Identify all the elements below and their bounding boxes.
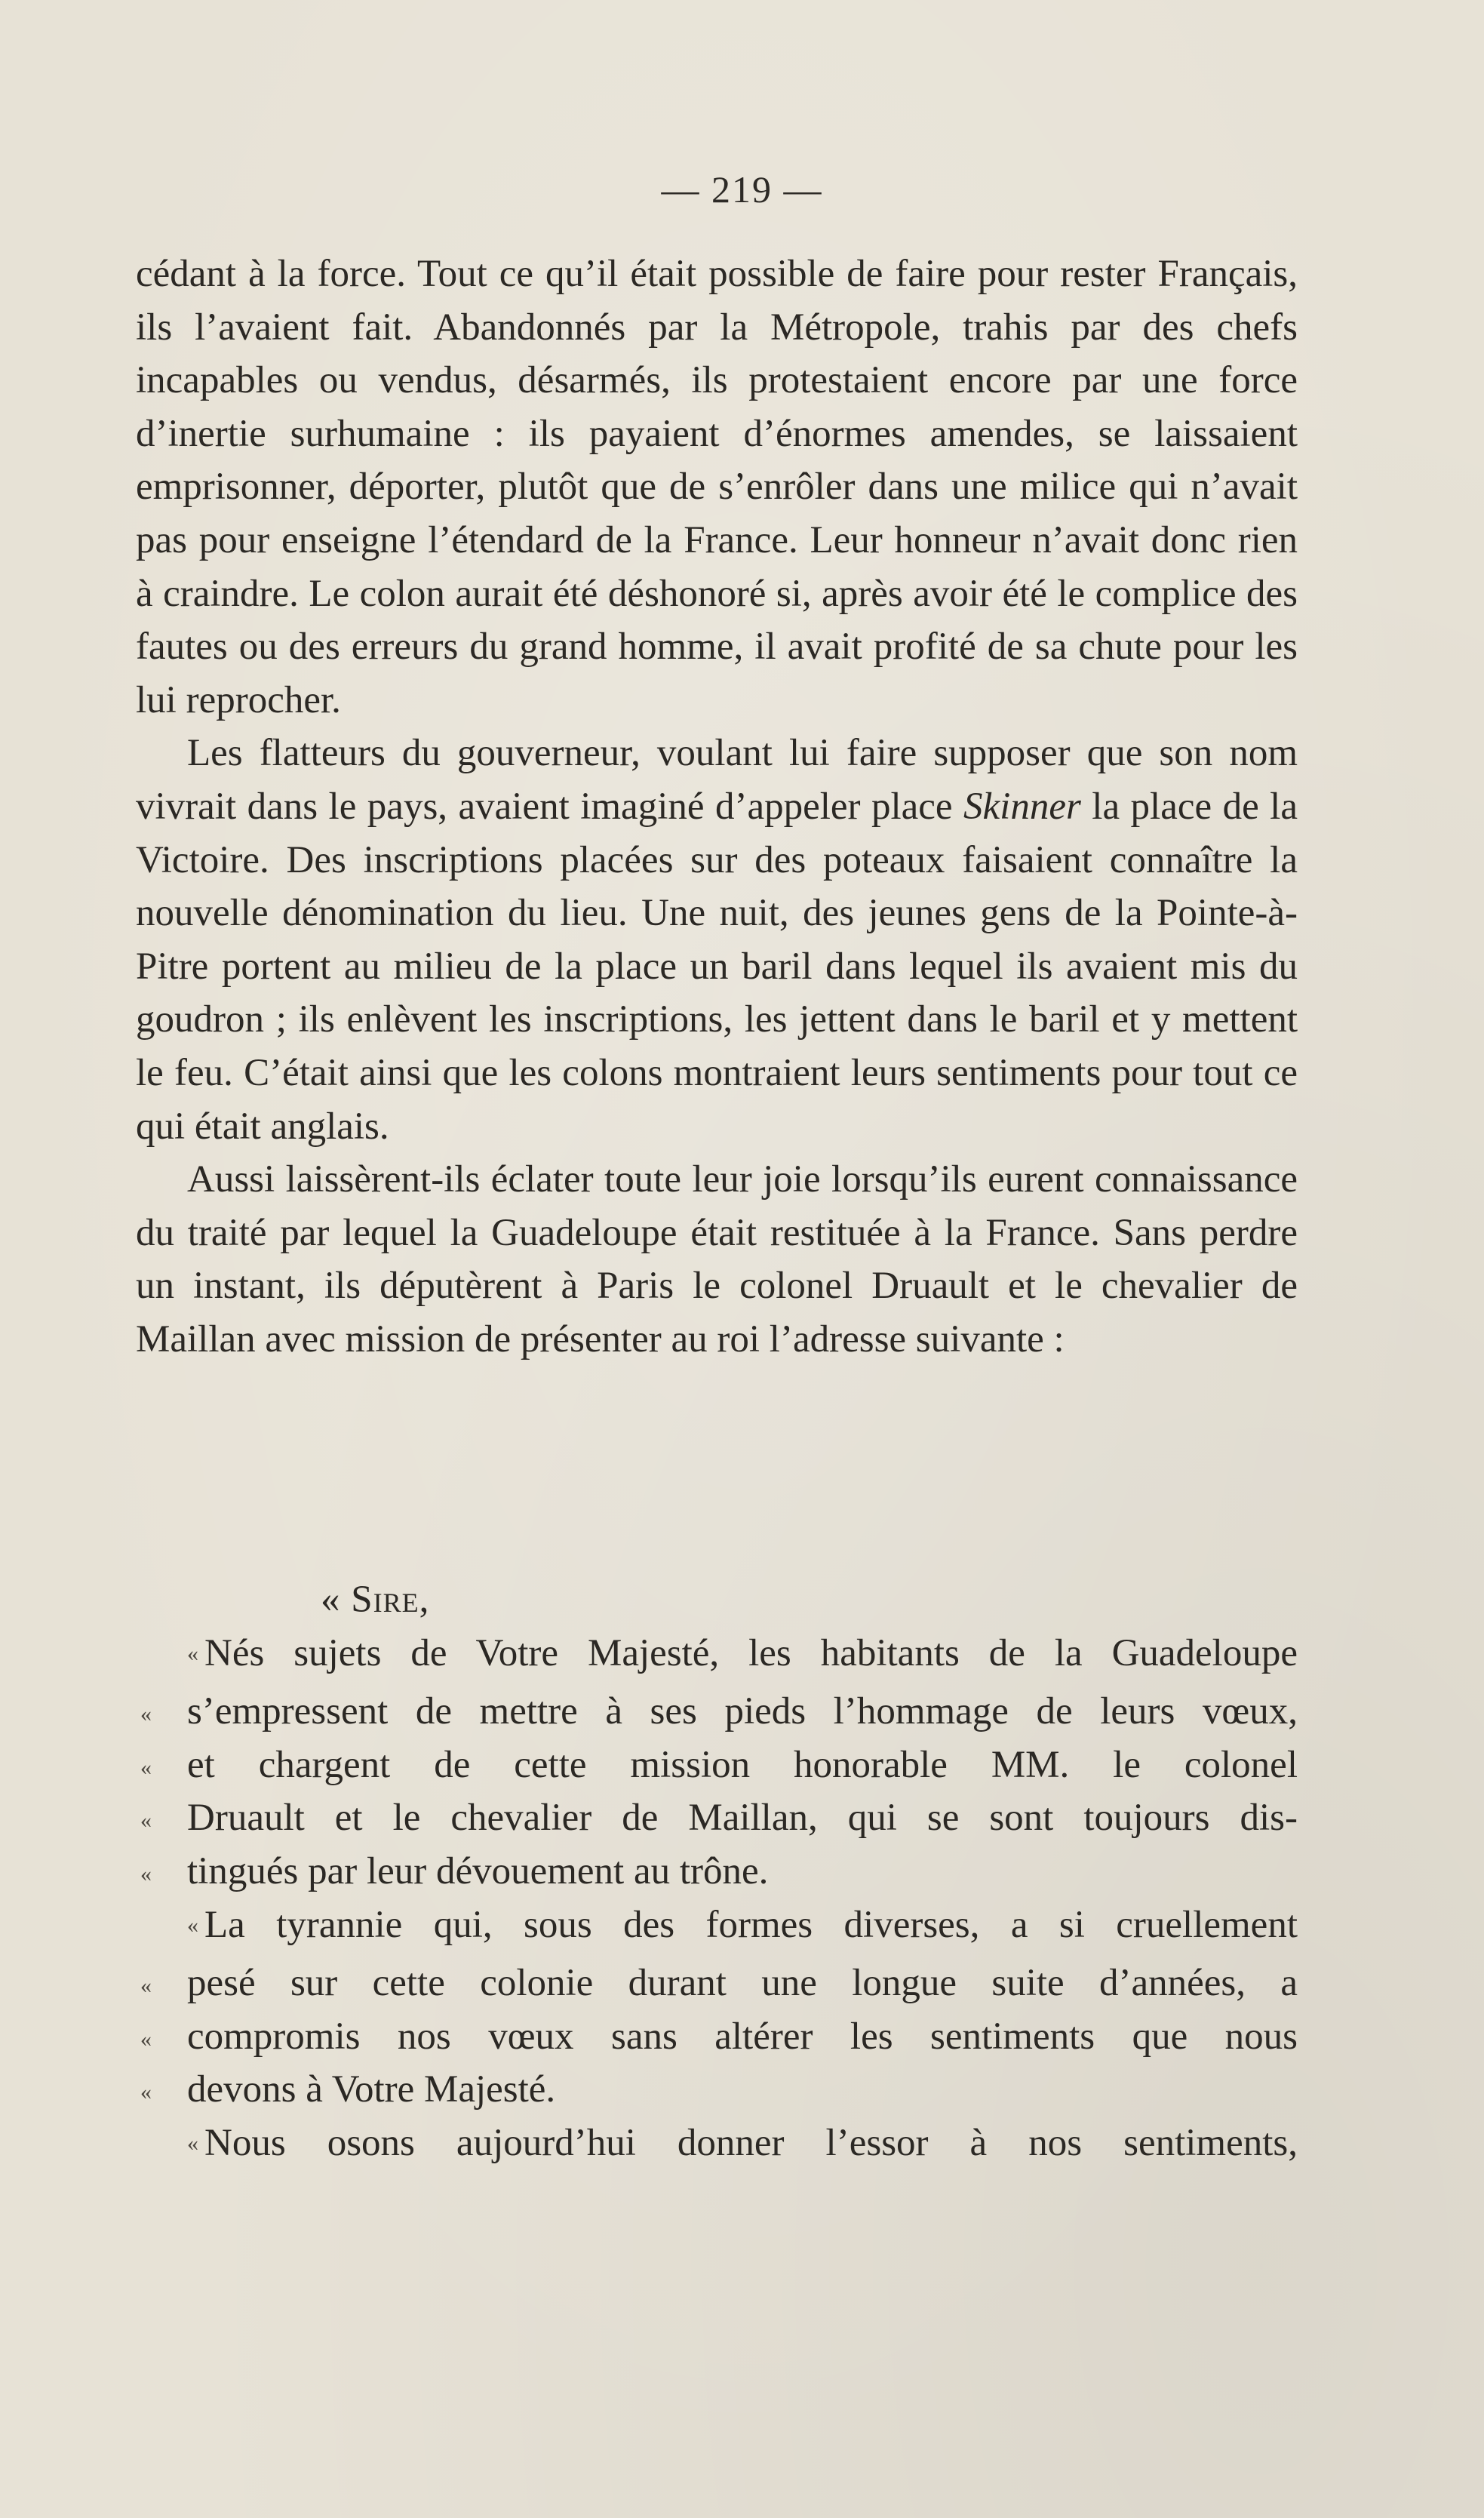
- letter-salutation: [321, 1573, 1298, 1627]
- letter-line: [136, 1845, 1298, 1898]
- letter-line-text: et chargent de cette mission honorable MM. le colonel: [187, 1743, 1298, 1786]
- letter-paragraph-3: [136, 2117, 1298, 2175]
- letter-line-text: La tyrannie qui, sous des formes diverses, a si cruellement: [204, 1903, 1298, 1946]
- letter-line-text: Nés sujets de Votre Majesté, les habitants de la Guadeloupe: [204, 1631, 1298, 1674]
- quote-mark: «: [140, 1754, 152, 1780]
- paragraph-3: Aussi laissèrent-ils éclater toute leur joie lorsqu’ils eurent connaissance du traité par lequel la Guadeloupe était restituée à la France. Sans perdre un instant, ils députèrent à Paris le colonel Druault et le chevalier de Maillan avec mission de présenter au roi l’adresse suivante :: [136, 1158, 1298, 1360]
- letter-paragraph-2: [136, 1898, 1298, 2117]
- quote-mark: «: [187, 1640, 198, 1666]
- letter-line: [136, 1627, 1298, 1686]
- quote-mark: «: [187, 1912, 198, 1938]
- letter-line: [136, 2063, 1298, 2117]
- letter-line: [136, 2117, 1298, 2175]
- opening-quote-mark: «: [321, 1579, 341, 1621]
- quoted-address: [136, 1573, 1298, 2175]
- letter-line-text: compromis nos vœux sans altérer les sentiments que nous: [187, 2015, 1298, 2058]
- salutation-text: Sire,: [351, 1579, 430, 1621]
- italic-place-name: Skinner: [963, 785, 1081, 828]
- letter-line-text: pesé sur cette colonie durant une longue suite d’années, a: [187, 1962, 1298, 2005]
- quote-mark: «: [140, 1702, 152, 1727]
- page-number: — 219 —: [661, 168, 823, 211]
- letter-line: [136, 1957, 1298, 2010]
- paragraph-2-text-before: Les flatteurs du gouverneur, voulant lui faire supposer que son nom vivrait dans le pays, avaient imaginé d’appeler place: [136, 732, 1298, 828]
- body-text: [136, 247, 1298, 1366]
- quote-mark: «: [140, 2080, 152, 2105]
- letter-line-text: devons à Votre Majesté.: [187, 2068, 556, 2111]
- paragraph-2-text-after: la place de la Victoire. Des inscriptions placées sur des poteaux faisaient connaître la nouvelle dénomination du lieu. Une nuit, des jeunes gens de la Pointe-à-Pitre portent au milieu de la place un baril dans lequel ils avaient mis du goudron ; ils enlèvent les inscriptions, les jettent dans le baril et y mettent le feu. C’était ainsi que les colons montraient leurs sentiments pour tout ce qui était anglais.: [136, 785, 1298, 1148]
- paragraph-2: [136, 727, 1298, 1153]
- letter-line: [136, 1791, 1298, 1845]
- quote-mark: «: [140, 2026, 152, 2052]
- letter-line-text: Nous osons aujourd’hui donner l’essor à nos sentiments,: [204, 2121, 1298, 2164]
- quote-mark: «: [140, 1808, 152, 1834]
- letter-line-text: tingués par leur dévouement au trône.: [187, 1849, 769, 1892]
- letter-line-text: Druault et le chevalier de Maillan, qui se sont toujours dis-: [187, 1797, 1298, 1840]
- quote-mark: «: [187, 2130, 198, 2156]
- quote-mark: «: [140, 1861, 152, 1886]
- letter-line: [136, 1739, 1298, 1792]
- paragraph-1: cédant à la force. Tout ce qu’il était possible de faire pour rester Français, ils l’avaient fait. Abandonnés par la Métropole, trahis par des chefs incapables ou vendus, désarmés, ils protestaient encore par une force d’inertie surhumaine : ils payaient d’énormes amendes, se laissaient emprisonner, déporter, plutôt que de s’enrôler dans une milice qui n’avait pas pour enseigne l’étendard de la France. Leur honneur n’avait donc rien à craindre. Le colon aurait été déshonoré si, après avoir été le complice des fautes ou des erreurs du grand homme, il avait profité de sa chute pour les lui reprocher.: [136, 253, 1298, 721]
- letter-paragraph-1: [136, 1627, 1298, 1898]
- letter-line: [136, 2010, 1298, 2064]
- letter-line-text: s’empressent de mettre à ses pieds l’hommage de leurs vœux,: [187, 1690, 1298, 1733]
- quote-mark: «: [140, 1973, 152, 1999]
- letter-line: [136, 1898, 1298, 1957]
- letter-line: [136, 1685, 1298, 1739]
